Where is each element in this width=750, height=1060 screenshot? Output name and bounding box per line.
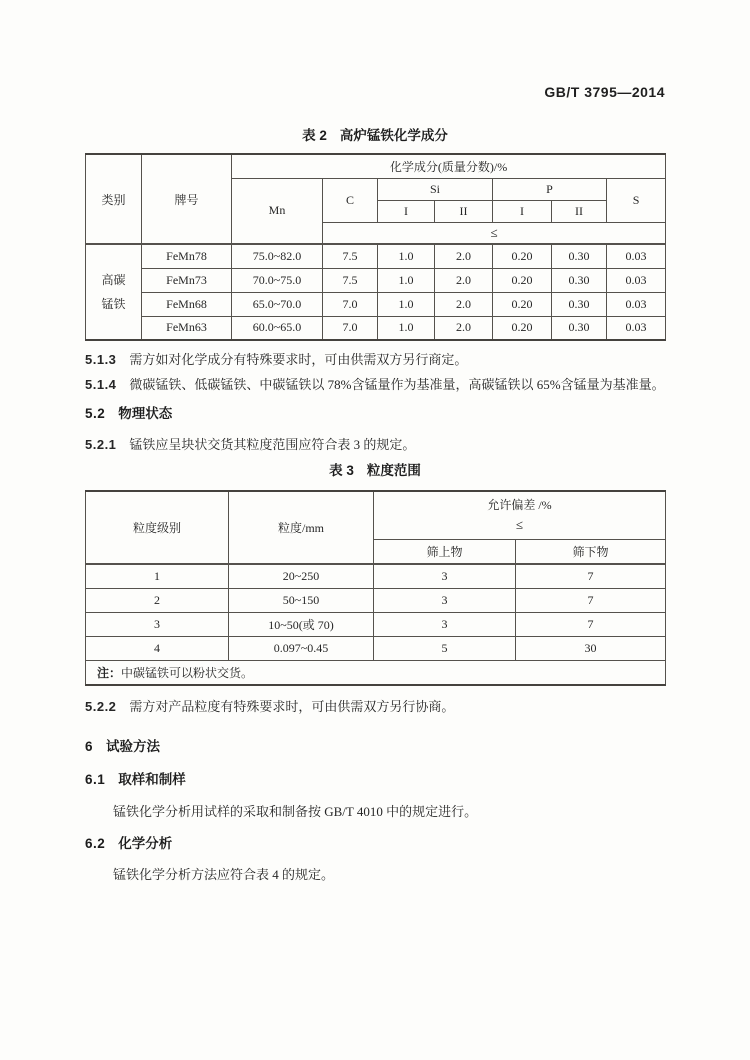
heading-5-2 <box>85 405 665 422</box>
clause-number: 5.2.2 <box>85 698 117 714</box>
cell-mn: 70.0~75.0 <box>232 268 323 292</box>
col-header-p-grade2: II <box>552 200 607 222</box>
cell-oversize: 5 <box>374 636 516 660</box>
heading-6 <box>85 738 665 755</box>
table3-title <box>85 463 665 479</box>
table3-particle-size <box>85 490 666 686</box>
cell-p1: 0.20 <box>493 268 552 292</box>
heading-text: 取样和制样 <box>118 771 186 787</box>
note-text: 中碳锰铁可以粉状交货。 <box>121 665 254 680</box>
cell-size: 50~150 <box>229 588 374 612</box>
table-row <box>86 564 666 588</box>
cell-s: 0.03 <box>607 268 666 292</box>
col-header-composition: 化学成分(质量分数)/% <box>232 154 666 178</box>
table2-title-text: 高炉锰铁化学成分 <box>339 128 448 143</box>
table-row <box>86 292 666 316</box>
cell-si1: 1.0 <box>378 244 435 268</box>
cell-oversize: 3 <box>374 612 516 636</box>
clause-text: 锰铁化学分析方法应符合表 4 的规定。 <box>113 866 335 882</box>
cell-s: 0.03 <box>607 244 666 268</box>
cell-undersize: 7 <box>516 564 666 588</box>
cell-s: 0.03 <box>607 316 666 340</box>
clause-number: 5.1.4 <box>85 377 117 392</box>
cell-p1: 0.20 <box>493 244 552 268</box>
col-header-tolerance <box>374 491 666 539</box>
cell-undersize: 30 <box>516 636 666 660</box>
standard-number: GB/T 3795—2014 <box>544 84 665 100</box>
max-limit-symbol: ≤ <box>515 517 524 533</box>
clause-number: 5.2.1 <box>85 437 117 452</box>
cell-si2: 2.0 <box>435 316 493 340</box>
cell-si1: 1.0 <box>378 292 435 316</box>
cell-mn: 75.0~82.0 <box>232 244 323 268</box>
col-header-oversize: 筛上物 <box>374 539 516 564</box>
cell-undersize: 7 <box>516 588 666 612</box>
table-row <box>86 491 666 539</box>
clause-5-1-3 <box>85 350 665 369</box>
cell-size: 20~250 <box>229 564 374 588</box>
table2-chemical-composition <box>85 153 666 341</box>
col-header-grade: 牌号 <box>142 154 232 244</box>
clause-text: 需方对产品粒度有特殊要求时，可由供需双方另行协商。 <box>129 698 455 714</box>
col-header-size-mm: 粒度/mm <box>229 491 374 564</box>
cell-class: 2 <box>86 588 229 612</box>
cell-oversize: 3 <box>374 564 516 588</box>
cell-si1: 1.0 <box>378 268 435 292</box>
table3-title-text: 粒度范围 <box>366 463 421 478</box>
clause-number: 5.1.3 <box>85 352 117 367</box>
cell-p2: 0.30 <box>552 268 607 292</box>
cell-si2: 2.0 <box>435 292 493 316</box>
clause-text: 需方如对化学成分有特殊要求时，可由供需双方另行商定。 <box>129 352 468 367</box>
cell-mn: 65.0~70.0 <box>232 292 323 316</box>
cell-si2: 2.0 <box>435 244 493 268</box>
table-row <box>86 588 666 612</box>
table-row <box>86 316 666 340</box>
clause-number: 5.2 <box>85 406 106 421</box>
col-header-p-grade1: I <box>493 200 552 222</box>
category-line-1: 高碳 <box>101 273 126 287</box>
clause-5-2-1 <box>85 435 665 454</box>
col-header-si-grade1: I <box>378 200 435 222</box>
clause-text: 锰铁化学分析用试样的采取和制备按 GB/T 4010 中的规定进行。 <box>113 803 478 819</box>
cell-p2: 0.30 <box>552 244 607 268</box>
col-header-si-grade2: II <box>435 200 493 222</box>
table2-title-label: 表 2 <box>302 128 327 143</box>
cell-grade: FeMn73 <box>142 268 232 292</box>
col-header-mn: Mn <box>232 178 323 244</box>
heading-text: 化学分析 <box>118 835 173 851</box>
heading-text: 试验方法 <box>106 738 161 754</box>
cell-c: 7.5 <box>323 244 378 268</box>
clause-5-1-4 <box>85 375 665 394</box>
cell-p1: 0.20 <box>493 292 552 316</box>
table-row <box>86 268 666 292</box>
cell-mn: 60.0~65.0 <box>232 316 323 340</box>
table-row <box>86 154 666 178</box>
row-header-category-value <box>86 244 142 340</box>
cell-oversize: 3 <box>374 588 516 612</box>
col-header-category: 类别 <box>86 154 142 244</box>
cell-grade: FeMn68 <box>142 292 232 316</box>
clause-text: 微碳锰铁、低碳锰铁、中碳锰铁以 78%含锰量作为基准量，高碳锰铁以 65%含锰量为基准量。 <box>129 377 665 392</box>
cell-c: 7.5 <box>323 268 378 292</box>
category-line-2: 锰铁 <box>101 297 126 311</box>
table3-title-label: 表 3 <box>329 463 354 478</box>
table-row <box>86 636 666 660</box>
clause-number: 6.1 <box>85 771 106 787</box>
col-header-p: P <box>493 178 607 200</box>
cell-grade: FeMn78 <box>142 244 232 268</box>
max-limit-symbol: ≤ <box>323 222 666 244</box>
clause-number: 6.2 <box>85 835 106 851</box>
cell-undersize: 7 <box>516 612 666 636</box>
cell-si1: 1.0 <box>378 316 435 340</box>
table2-title <box>85 128 665 144</box>
cell-p2: 0.30 <box>552 316 607 340</box>
cell-si2: 2.0 <box>435 268 493 292</box>
cell-grade: FeMn63 <box>142 316 232 340</box>
cell-s: 0.03 <box>607 292 666 316</box>
note-label: 注： <box>97 665 122 680</box>
clause-6-1-body <box>85 802 665 821</box>
heading-6-1 <box>85 771 665 788</box>
col-header-undersize: 筛下物 <box>516 539 666 564</box>
table-note-row <box>86 660 666 685</box>
clause-5-2-2 <box>85 697 665 716</box>
cell-c: 7.0 <box>323 316 378 340</box>
heading-6-2 <box>85 835 665 852</box>
clause-text: 锰铁应呈块状交货其粒度范围应符合表 3 的规定。 <box>129 437 416 452</box>
col-header-s: S <box>607 178 666 222</box>
col-header-c: C <box>323 178 378 222</box>
table-note <box>86 660 666 685</box>
cell-class: 1 <box>86 564 229 588</box>
table-row <box>86 612 666 636</box>
table-row <box>86 244 666 268</box>
cell-size: 10~50(或 70) <box>229 612 374 636</box>
col-header-size-class: 粒度级别 <box>86 491 229 564</box>
heading-text: 物理状态 <box>118 406 173 421</box>
cell-c: 7.0 <box>323 292 378 316</box>
cell-class: 3 <box>86 612 229 636</box>
cell-class: 4 <box>86 636 229 660</box>
clause-number: 6 <box>85 738 94 754</box>
clause-6-2-body <box>85 865 665 884</box>
cell-p1: 0.20 <box>493 316 552 340</box>
cell-p2: 0.30 <box>552 292 607 316</box>
cell-size: 0.097~0.45 <box>229 636 374 660</box>
col-header-si: Si <box>378 178 493 200</box>
tolerance-label: 允许偏差 /% <box>487 498 552 513</box>
